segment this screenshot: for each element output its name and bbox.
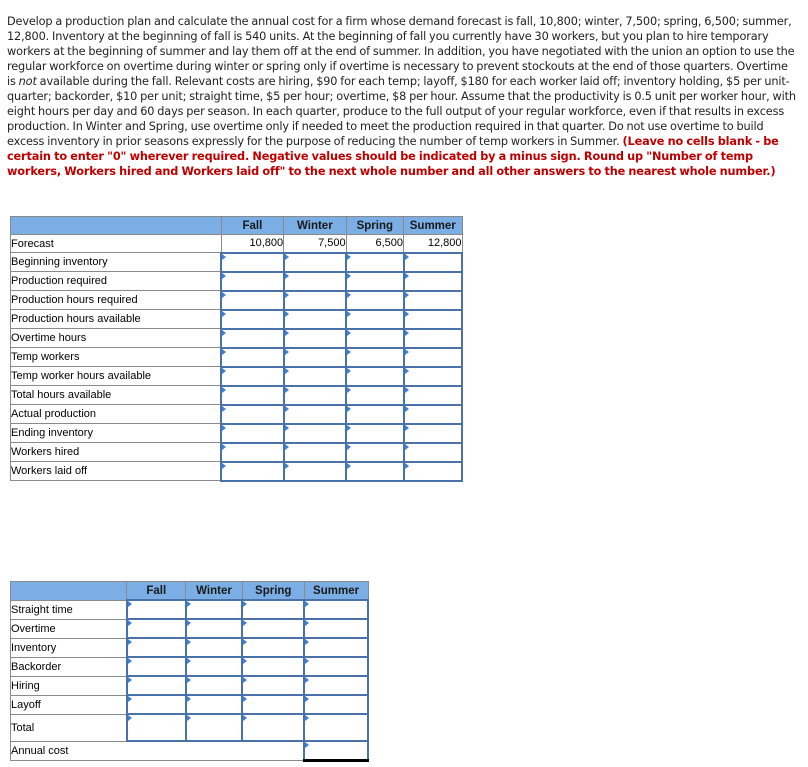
problem-statement bbox=[7, 14, 797, 179]
inventory-cost-winter-field[interactable] bbox=[187, 641, 242, 655]
row-label-overtime: Overtime bbox=[11, 619, 127, 638]
plan-header-blank bbox=[11, 217, 222, 235]
overtime-hours-spring-input[interactable] bbox=[346, 329, 403, 348]
actual-production-winter-input[interactable] bbox=[284, 405, 346, 424]
row-label-production-hours-required: Production hours required bbox=[11, 291, 222, 310]
workers-hired-summer-field[interactable] bbox=[405, 445, 461, 459]
ending-inventory-summer-input[interactable] bbox=[404, 424, 462, 443]
annual-cost-field[interactable] bbox=[305, 743, 367, 757]
ending-inventory-winter-input[interactable] bbox=[284, 424, 346, 443]
beginning-inventory-fall-field[interactable] bbox=[222, 255, 282, 269]
actual-production-winter-field[interactable] bbox=[285, 407, 345, 421]
overtime-hours-spring-field[interactable] bbox=[347, 331, 402, 345]
row-label-production-required: Production required bbox=[11, 272, 222, 291]
workers-hired-fall-input[interactable] bbox=[221, 443, 283, 462]
backorder-cost-fall-input[interactable] bbox=[127, 657, 186, 676]
total-spring-input[interactable] bbox=[242, 714, 304, 741]
total-hours-winter-field[interactable] bbox=[285, 388, 345, 402]
cost-table bbox=[10, 581, 369, 762]
annual-cost-row bbox=[11, 741, 369, 760]
row-label-total: Total bbox=[11, 714, 127, 741]
overtime-cost-summer-field[interactable] bbox=[305, 622, 367, 636]
table-row bbox=[11, 348, 463, 367]
layoff-cost-summer-input[interactable] bbox=[304, 695, 368, 714]
straight-time-summer-input[interactable] bbox=[304, 600, 368, 619]
total-spring-field[interactable] bbox=[243, 721, 303, 735]
layoff-cost-summer-field[interactable] bbox=[305, 698, 367, 712]
backorder-cost-summer-field[interactable] bbox=[305, 660, 367, 674]
hiring-cost-fall-input[interactable] bbox=[127, 676, 186, 695]
backorder-cost-summer-input[interactable] bbox=[304, 657, 368, 676]
problem-text: Develop a production plan and calculate the annual cost for a firm whose demand forecast is fall, 10,800; winter, 7,500; spring, 6,500; summer, 12,800. Inventory at the beginning of fall is 540 units. At the beginning of fall you currently have 30 workers, but you plan to hire temporary workers at the beginning of summer and lay them off at the end of summer. In addition, you have negotiated with the union an option to use the regular workforce on overtime during winter or spring only if overtime is necessary to prevent stockouts at the end of those quarters. Overtime is bbox=[7, 15, 795, 88]
workers-laid-off-spring-input[interactable] bbox=[346, 462, 403, 481]
workers-laid-off-summer-field[interactable] bbox=[405, 464, 461, 478]
inventory-cost-spring-field[interactable] bbox=[243, 641, 303, 655]
production-hours-available-summer-input[interactable] bbox=[404, 310, 462, 329]
table-row bbox=[11, 291, 463, 310]
plan-col-spring: Spring bbox=[346, 217, 403, 235]
temp-worker-hours-summer-input[interactable] bbox=[404, 367, 462, 386]
production-required-winter-input[interactable] bbox=[284, 272, 346, 291]
actual-production-fall-field[interactable] bbox=[222, 407, 282, 421]
overtime-hours-fall-input[interactable] bbox=[221, 329, 283, 348]
layoff-cost-spring-field[interactable] bbox=[243, 698, 303, 712]
overtime-cost-summer-input[interactable] bbox=[304, 619, 368, 638]
overtime-hours-summer-input[interactable] bbox=[404, 329, 462, 348]
production-required-fall-field[interactable] bbox=[222, 274, 282, 288]
temp-workers-winter-input[interactable] bbox=[284, 348, 346, 367]
workers-laid-off-fall-field[interactable] bbox=[222, 464, 282, 478]
total-hours-spring-field[interactable] bbox=[347, 388, 402, 402]
row-label-inventory: Inventory bbox=[11, 638, 127, 657]
row-label-workers-laid-off: Workers laid off bbox=[11, 462, 222, 481]
hiring-cost-winter-field[interactable] bbox=[187, 679, 242, 693]
answer-instructions: (Leave no cells blank - be certain to enter "0" wherever required. Negative values should be indicated by a minus sign. Round up "Number of temp workers, Workers hired and Workers laid off" to the next whole number and all other answers to the nearest whole number.) bbox=[7, 135, 779, 178]
temp-workers-fall-field[interactable] bbox=[222, 350, 282, 364]
annual-cost-input[interactable] bbox=[304, 741, 368, 760]
temp-workers-spring-input[interactable] bbox=[346, 348, 403, 367]
row-label-production-hours-available: Production hours available bbox=[11, 310, 222, 329]
production-hours-required-winter-field[interactable] bbox=[285, 293, 345, 307]
row-label-workers-hired: Workers hired bbox=[11, 443, 222, 462]
temp-worker-hours-summer-field[interactable] bbox=[405, 369, 461, 383]
workers-laid-off-spring-field[interactable] bbox=[347, 464, 402, 478]
row-label-straight-time: Straight time bbox=[11, 600, 127, 619]
row-label-actual-production: Actual production bbox=[11, 405, 222, 424]
production-hours-available-spring-field[interactable] bbox=[347, 312, 402, 326]
inventory-cost-fall-field[interactable] bbox=[128, 641, 185, 655]
cost-col-spring: Spring bbox=[242, 582, 304, 601]
temp-workers-fall-input[interactable] bbox=[221, 348, 283, 367]
production-hours-available-winter-input[interactable] bbox=[284, 310, 346, 329]
temp-workers-summer-input[interactable] bbox=[404, 348, 462, 367]
overtime-cost-winter-input[interactable] bbox=[186, 619, 243, 638]
temp-worker-hours-spring-input[interactable] bbox=[346, 367, 403, 386]
problem-text-continued: available during the fall. Relevant costs are hiring, $90 for each temp; layoff, $180 for each worker laid off; inventory holding, $5 per unit-quarter; backorder, $10 per unit; straight time, $5 per hour; overtime, $8 per hour. Assume that the productivity is 0.5 unit per worker hour, with eight hours per day and 60 days per season. In each quarter, produce to the full output of your regular workforce, even if that results in excess production. In Winter and Spring, use overtime only if needed to meet the production required in that quarter. Do not use overtime to build excess inventory in prior seasons expressly for the purpose of reducing the number of temp workers in Summer. bbox=[7, 75, 796, 148]
plan-col-fall: Fall bbox=[221, 217, 283, 235]
table-row bbox=[11, 600, 369, 619]
actual-production-spring-input[interactable] bbox=[346, 405, 403, 424]
overtime-cost-fall-field[interactable] bbox=[128, 622, 185, 636]
overtime-cost-winter-field[interactable] bbox=[187, 622, 242, 636]
total-hours-winter-input[interactable] bbox=[284, 386, 346, 405]
ending-inventory-winter-field[interactable] bbox=[285, 426, 345, 440]
temp-worker-hours-winter-field[interactable] bbox=[285, 369, 345, 383]
production-hours-required-summer-field[interactable] bbox=[405, 293, 461, 307]
forecast-spring: 6,500 bbox=[346, 235, 403, 253]
total-hours-summer-field[interactable] bbox=[405, 388, 461, 402]
inventory-cost-summer-field[interactable] bbox=[305, 641, 367, 655]
total-fall-input[interactable] bbox=[127, 714, 186, 741]
workers-hired-winter-input[interactable] bbox=[284, 443, 346, 462]
straight-time-fall-input[interactable] bbox=[127, 600, 186, 619]
temp-worker-hours-spring-field[interactable] bbox=[347, 369, 402, 383]
beginning-inventory-fall-input[interactable] bbox=[221, 253, 283, 272]
inventory-cost-spring-input[interactable] bbox=[242, 638, 304, 657]
production-hours-available-summer-field[interactable] bbox=[405, 312, 461, 326]
row-label-hiring: Hiring bbox=[11, 676, 127, 695]
inventory-cost-summer-input[interactable] bbox=[304, 638, 368, 657]
forecast-summer: 12,800 bbox=[404, 235, 462, 253]
table-row bbox=[11, 424, 463, 443]
temp-worker-hours-fall-field[interactable] bbox=[222, 369, 282, 383]
table-row bbox=[11, 638, 369, 657]
straight-time-winter-field[interactable] bbox=[187, 603, 242, 617]
total-winter-input[interactable] bbox=[186, 714, 243, 741]
workers-hired-spring-field[interactable] bbox=[347, 445, 402, 459]
production-required-spring-input[interactable] bbox=[346, 272, 403, 291]
row-label-overtime-hours: Overtime hours bbox=[11, 329, 222, 348]
table-row bbox=[11, 462, 463, 481]
overtime-cost-spring-input[interactable] bbox=[242, 619, 304, 638]
production-hours-required-fall-input[interactable] bbox=[221, 291, 283, 310]
total-fall-field[interactable] bbox=[128, 721, 185, 735]
hiring-cost-summer-field[interactable] bbox=[305, 679, 367, 693]
beginning-inventory-spring-input[interactable] bbox=[346, 253, 403, 272]
table-row bbox=[11, 367, 463, 386]
row-label-backorder: Backorder bbox=[11, 657, 127, 676]
total-hours-fall-input[interactable] bbox=[221, 386, 283, 405]
layoff-cost-spring-input[interactable] bbox=[242, 695, 304, 714]
overtime-cost-spring-field[interactable] bbox=[243, 622, 303, 636]
hiring-cost-spring-input[interactable] bbox=[242, 676, 304, 695]
ending-inventory-spring-field[interactable] bbox=[347, 426, 402, 440]
table-row bbox=[11, 253, 463, 272]
row-label-layoff: Layoff bbox=[11, 695, 127, 714]
hiring-cost-winter-input[interactable] bbox=[186, 676, 243, 695]
overtime-hours-fall-field[interactable] bbox=[222, 331, 282, 345]
production-hours-required-winter-input[interactable] bbox=[284, 291, 346, 310]
temp-workers-summer-field[interactable] bbox=[405, 350, 461, 364]
row-label-beginning-inventory: Beginning inventory bbox=[11, 253, 222, 272]
straight-time-fall-field[interactable] bbox=[128, 603, 185, 617]
actual-production-fall-input[interactable] bbox=[221, 405, 283, 424]
actual-production-summer-input[interactable] bbox=[404, 405, 462, 424]
row-label-total-hours-available: Total hours available bbox=[11, 386, 222, 405]
table-row bbox=[11, 272, 463, 291]
beginning-inventory-winter-field[interactable] bbox=[285, 255, 345, 269]
production-plan-table bbox=[10, 216, 463, 482]
workers-hired-winter-field[interactable] bbox=[285, 445, 345, 459]
workers-laid-off-winter-field[interactable] bbox=[285, 464, 345, 478]
beginning-inventory-summer-input[interactable] bbox=[404, 253, 462, 272]
layoff-cost-winter-field[interactable] bbox=[187, 698, 242, 712]
workers-hired-fall-field[interactable] bbox=[222, 445, 282, 459]
plan-header-row bbox=[11, 217, 463, 235]
actual-production-spring-field[interactable] bbox=[347, 407, 402, 421]
table-row bbox=[11, 329, 463, 348]
production-required-spring-field[interactable] bbox=[347, 274, 402, 288]
total-hours-fall-field[interactable] bbox=[222, 388, 282, 402]
production-required-summer-field[interactable] bbox=[405, 274, 461, 288]
forecast-winter: 7,500 bbox=[284, 235, 346, 253]
production-hours-required-spring-input[interactable] bbox=[346, 291, 403, 310]
cost-header-row bbox=[11, 582, 369, 601]
plan-col-winter: Winter bbox=[284, 217, 346, 235]
inventory-cost-fall-input[interactable] bbox=[127, 638, 186, 657]
straight-time-summer-field[interactable] bbox=[305, 603, 367, 617]
row-label-ending-inventory: Ending inventory bbox=[11, 424, 222, 443]
workers-laid-off-fall-input[interactable] bbox=[221, 462, 283, 481]
backorder-cost-winter-field[interactable] bbox=[187, 660, 242, 674]
row-label-temp-worker-hours-available: Temp worker hours available bbox=[11, 367, 222, 386]
plan-col-summer: Summer bbox=[404, 217, 462, 235]
straight-time-spring-field[interactable] bbox=[243, 603, 303, 617]
beginning-inventory-winter-input[interactable] bbox=[284, 253, 346, 272]
total-summer-input[interactable] bbox=[304, 714, 368, 741]
ending-inventory-summer-field[interactable] bbox=[405, 426, 461, 440]
backorder-cost-spring-input[interactable] bbox=[242, 657, 304, 676]
production-hours-available-fall-input[interactable] bbox=[221, 310, 283, 329]
straight-time-spring-input[interactable] bbox=[242, 600, 304, 619]
beginning-inventory-spring-field[interactable] bbox=[347, 255, 402, 269]
layoff-cost-fall-input[interactable] bbox=[127, 695, 186, 714]
table-row bbox=[11, 657, 369, 676]
actual-production-summer-field[interactable] bbox=[405, 407, 461, 421]
total-hours-spring-input[interactable] bbox=[346, 386, 403, 405]
production-hours-required-fall-field[interactable] bbox=[222, 293, 282, 307]
hiring-cost-spring-field[interactable] bbox=[243, 679, 303, 693]
production-hours-required-spring-field[interactable] bbox=[347, 293, 402, 307]
overtime-hours-summer-field[interactable] bbox=[405, 331, 461, 345]
forecast-row bbox=[11, 235, 463, 253]
row-label-temp-workers: Temp workers bbox=[11, 348, 222, 367]
beginning-inventory-summer-field[interactable] bbox=[405, 255, 461, 269]
temp-workers-winter-field[interactable] bbox=[285, 350, 345, 364]
table-row bbox=[11, 310, 463, 329]
table-row bbox=[11, 695, 369, 714]
backorder-cost-fall-field[interactable] bbox=[128, 660, 185, 674]
temp-worker-hours-fall-input[interactable] bbox=[221, 367, 283, 386]
workers-hired-summer-input[interactable] bbox=[404, 443, 462, 462]
total-hours-summer-input[interactable] bbox=[404, 386, 462, 405]
temp-workers-spring-field[interactable] bbox=[347, 350, 402, 364]
production-required-summer-input[interactable] bbox=[404, 272, 462, 291]
total-winter-field[interactable] bbox=[187, 721, 242, 735]
overtime-hours-winter-input[interactable] bbox=[284, 329, 346, 348]
total-summer-field[interactable] bbox=[305, 721, 367, 735]
table-row bbox=[11, 386, 463, 405]
table-row bbox=[11, 443, 463, 462]
production-hours-available-spring-input[interactable] bbox=[346, 310, 403, 329]
workers-laid-off-summer-input[interactable] bbox=[404, 462, 462, 481]
overtime-hours-winter-field[interactable] bbox=[285, 331, 345, 345]
layoff-cost-fall-field[interactable] bbox=[128, 698, 185, 712]
cost-col-winter: Winter bbox=[186, 582, 243, 601]
ending-inventory-fall-input[interactable] bbox=[221, 424, 283, 443]
forecast-label: Forecast bbox=[11, 235, 222, 253]
production-hours-available-winter-field[interactable] bbox=[285, 312, 345, 326]
ending-inventory-fall-field[interactable] bbox=[222, 426, 282, 440]
production-hours-required-summer-input[interactable] bbox=[404, 291, 462, 310]
layoff-cost-winter-input[interactable] bbox=[186, 695, 243, 714]
table-row bbox=[11, 676, 369, 695]
forecast-fall: 10,800 bbox=[221, 235, 283, 253]
temp-worker-hours-winter-input[interactable] bbox=[284, 367, 346, 386]
total-row bbox=[11, 714, 369, 741]
production-required-winter-field[interactable] bbox=[285, 274, 345, 288]
cost-header-blank bbox=[11, 582, 127, 601]
cost-col-summer: Summer bbox=[304, 582, 368, 601]
production-required-fall-input[interactable] bbox=[221, 272, 283, 291]
emphasis-not: not bbox=[18, 75, 37, 88]
cost-col-fall: Fall bbox=[127, 582, 186, 601]
workers-laid-off-winter-input[interactable] bbox=[284, 462, 346, 481]
annual-cost-label: Annual cost bbox=[11, 741, 305, 760]
production-hours-available-fall-field[interactable] bbox=[222, 312, 282, 326]
straight-time-winter-input[interactable] bbox=[186, 600, 243, 619]
inventory-cost-winter-input[interactable] bbox=[186, 638, 243, 657]
hiring-cost-summer-input[interactable] bbox=[304, 676, 368, 695]
table-row bbox=[11, 405, 463, 424]
table-row bbox=[11, 619, 369, 638]
workers-hired-spring-input[interactable] bbox=[346, 443, 403, 462]
overtime-cost-fall-input[interactable] bbox=[127, 619, 186, 638]
hiring-cost-fall-field[interactable] bbox=[128, 679, 185, 693]
backorder-cost-spring-field[interactable] bbox=[243, 660, 303, 674]
ending-inventory-spring-input[interactable] bbox=[346, 424, 403, 443]
backorder-cost-winter-input[interactable] bbox=[186, 657, 243, 676]
